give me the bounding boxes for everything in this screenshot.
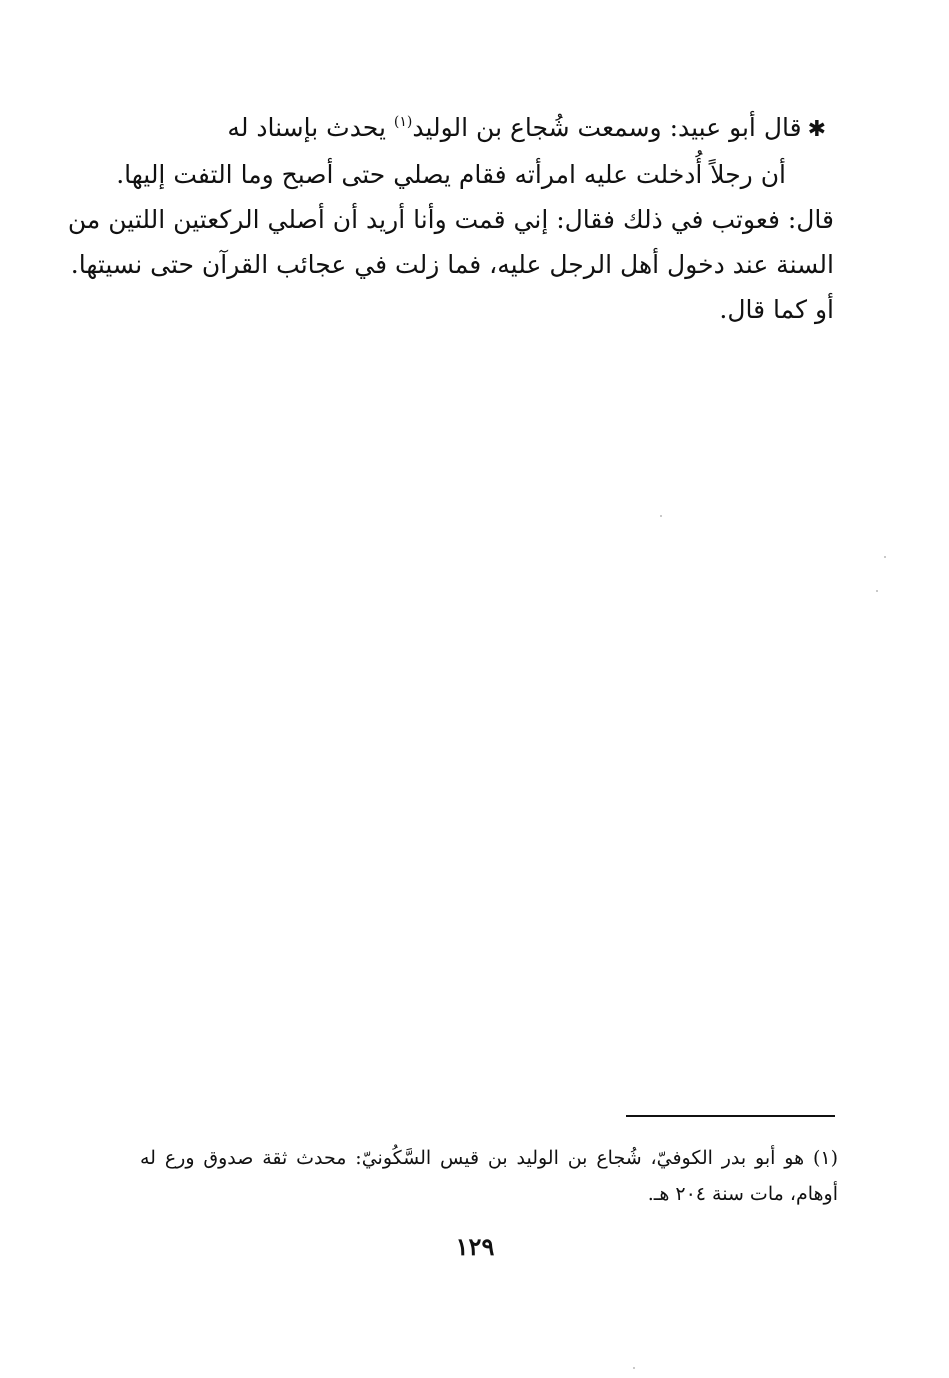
star-icon: ✱ (807, 117, 826, 142)
text-line-5: أو كما قال. (719, 295, 834, 324)
footnote-separator (626, 1115, 835, 1117)
footnote-reference: (١) (393, 114, 413, 130)
text-line-1-end: يحدث بإسناد له (227, 113, 394, 142)
text-line-2: أن رجلاً أُدخلت عليه امرأته فقام يصلي حتى أصبح وما التفت إليها. (116, 160, 786, 189)
footnote-line-1: (١) هو أبو بدر الكوفيّ، شُجاع بن الوليد بن قيس السَّكُونيّ: محدث ثقة صدوق ورع له (140, 1147, 838, 1169)
scan-speck (633, 1367, 635, 1369)
scan-speck (884, 556, 886, 558)
main-text (67, 100, 834, 332)
scan-speck (876, 590, 878, 592)
scan-speck (660, 515, 662, 517)
text-line-4: السنة عند دخول أهل الرجل عليه، فما زلت في عجائب القرآن حتى نسيتها. (70, 250, 834, 279)
page-number: ١٢٩ (455, 1232, 495, 1261)
footnote-line-2: أوهام، مات سنة ٢٠٤ هـ. (647, 1183, 838, 1205)
text-line-1 (128, 100, 834, 152)
text-line-1-start: قال أبو عبيد: وسمعت شُجاع بن الوليد (412, 113, 802, 142)
text-line-3: قال: فعوتب في ذلك فقال: إني قمت وأنا أريد أن أصلي الركعتين اللتين من (67, 205, 834, 234)
footnotes (140, 1140, 838, 1212)
